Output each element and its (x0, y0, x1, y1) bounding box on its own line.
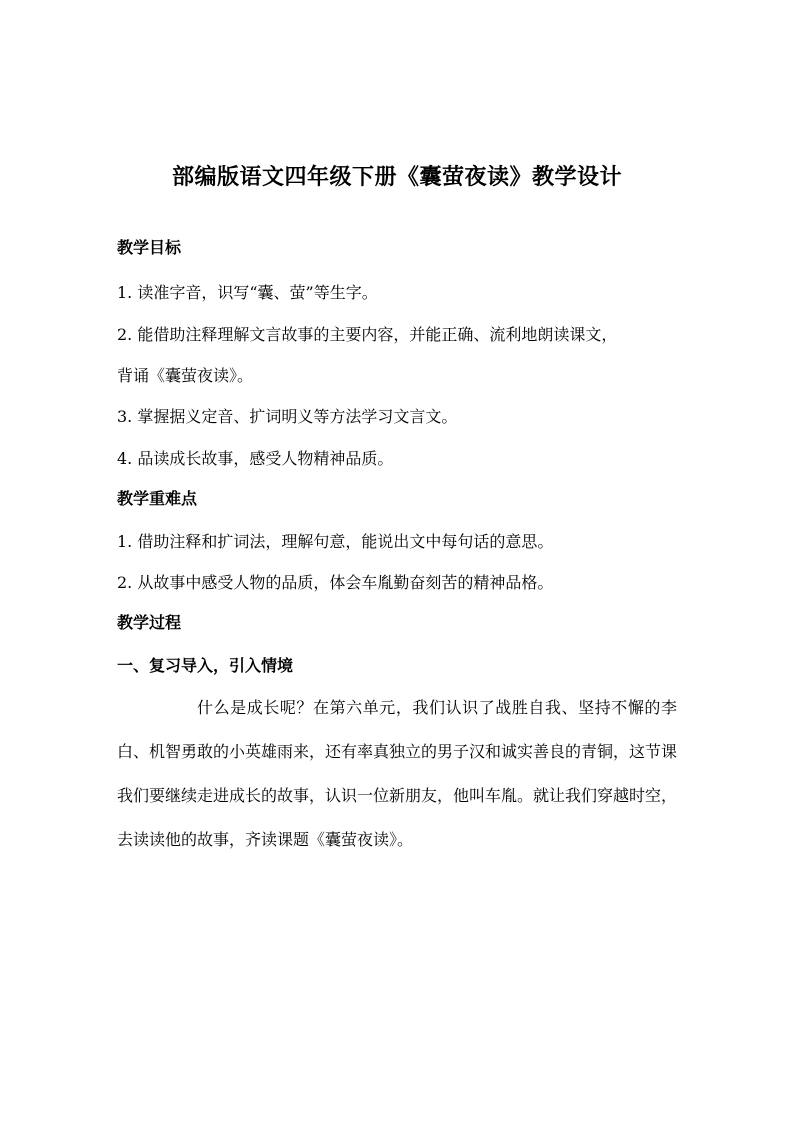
objective-item-4: 4. 品读成长故事，感受人物精神品质。 (117, 449, 394, 468)
objective-item-1: 1. 读准字音，识写“囊、萤”等生字。 (117, 283, 378, 302)
document-title: 部编版语文四年级下册《囊萤夜读》教学设计 (171, 165, 622, 190)
objective-item-3: 3. 掌握据义定音、扩词明义等方法学习文言文。 (117, 407, 458, 426)
objective-item-2-continued: 背诵《囊萤夜读》。 (117, 366, 254, 385)
key-points-heading: 教学重难点 (117, 489, 198, 508)
process-heading: 教学过程 (117, 613, 182, 632)
objective-item-2: 2. 能借助注释理解文言故事的主要内容，并能正确、流利地朗读课文， (117, 325, 618, 344)
process-step-1-heading: 一、复习导入，引入情境 (117, 656, 294, 675)
key-point-item-2: 2. 从故事中感受人物的品质，体会车胤勤奋刻苦的精神品格。 (117, 573, 554, 592)
key-point-item-1: 1. 借助注释和扩词法，理解句意，能说出文中每句话的意思。 (117, 532, 554, 551)
process-step-1-paragraph: 什么是成长呢？在第六单元，我们认识了战胜自我、坚持不懈的李白、机智勇敢的小英雄雨来，还有率真独立的男子汉和诚实善良的青铜，这节课我们要继续走进成长的故事，认识一位新朋友，他叫车胤。就让我们穿越时空，去读读他的故事，齐读课题《囊萤夜读》。 (117, 698, 678, 849)
objectives-heading: 教学目标 (117, 238, 182, 257)
